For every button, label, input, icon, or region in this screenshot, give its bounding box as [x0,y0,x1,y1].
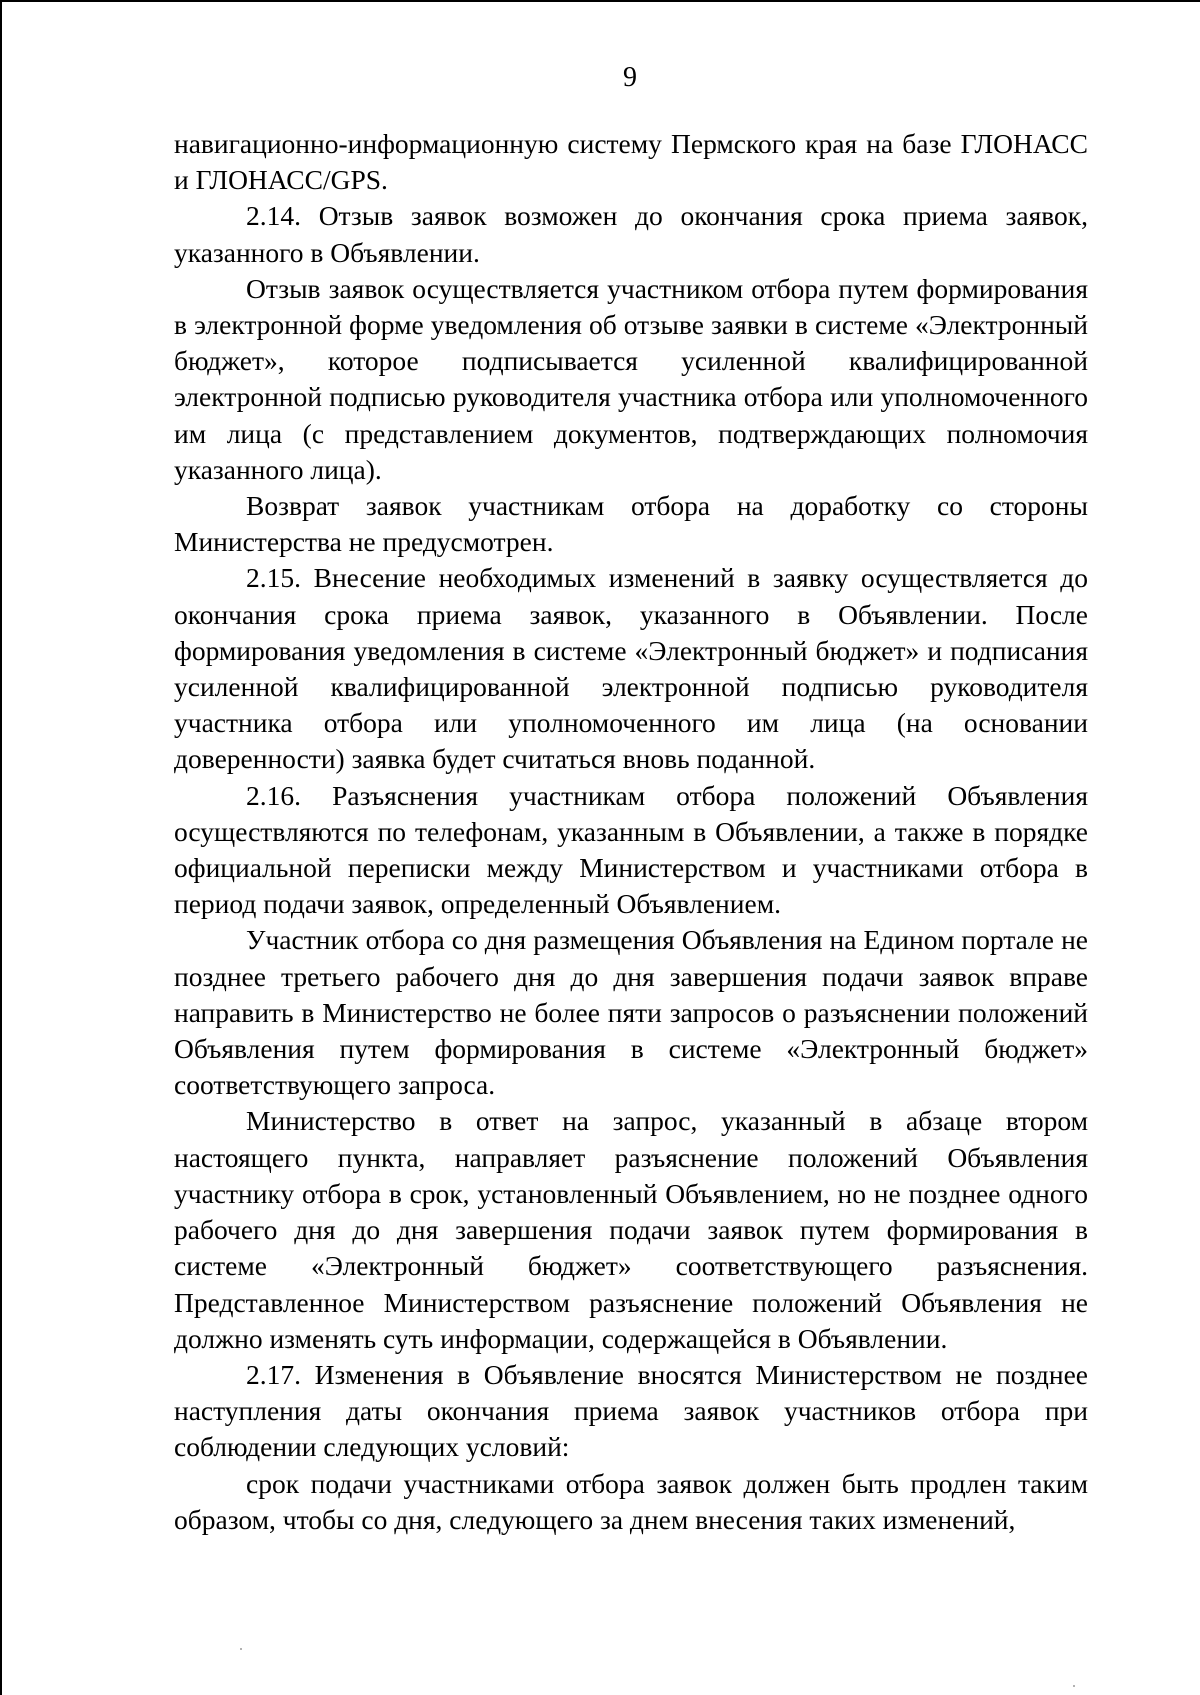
page-number: 9 [623,62,637,93]
paragraph-deadline-extension: срок подачи участниками отбора заявок должен быть продлен таким образом, чтобы со дня, следующего за днем внесения таких изменений, [174,1467,1088,1535]
scan-speck [1073,1685,1075,1687]
paragraph-2-16: 2.16. Разъяснения участникам отбора положений Объявления осуществляются по телефонам, указанным в Объявлении, а также в порядке официальной переписки между Министерством и участниками отбора в период подачи заявок, определенный Объявлением. [174,779,1088,920]
paragraph-2-14: 2.14. Отзыв заявок возможен до окончания срока приема заявок, указанного в Объявлении. [174,200,1088,268]
scan-edge-left [0,0,2,1695]
paragraph-clarification-requests: Участник отбора со дня размещения Объявления на Едином портале не позднее третьего рабочего дня до дня завершения подачи заявок вправе направить в Министерство не более пяти запросов о разъяснении положений Объявления путем формирования в системе «Электронный бюджет» соответствующего запроса. [174,924,1088,1101]
paragraph-2-17: 2.17. Изменения в Объявление вносятся Министерством не позднее наступления даты окончания приема заявок участников отбора при соблюдении следующих условий: [174,1358,1088,1463]
scan-edge-top [0,0,1200,2]
paragraph-2-15: 2.15. Внесение необходимых изменений в заявку осуществляется до окончания срока приема заявок, указанного в Объявлении. После формирования уведомления в системе «Электронный бюджет» и подписания усиленной квалифицированной электронной подписью руководителя участника отбора или уполномоченного им лица (на основании доверенности) заявка будет считаться вновь поданной. [174,562,1088,775]
paragraph-ministry-response: Министерство в ответ на запрос, указанный в абзаце втором настоящего пункта, направляет разъяснение положений Объявления участнику отбора в срок, установленный Объявлением, но не позднее одного рабочего дня до дня завершения подачи заявок путем формирования в системе «Электронный бюджет» соответствующего разъяснения. Представленное Министерством разъяснение положений Объявления не должно изменять суть информации, содержащейся в Объявлении. [174,1105,1088,1354]
paragraph-continuation: навигационно-информационную систему Пермского края на базе ГЛОНАСС и ГЛОНАСС/GPS. [174,128,1088,196]
paragraph-return-of-applications: Возврат заявок участникам отбора на доработку со стороны Министерства не предусмотрен. [174,490,1088,558]
paragraph-withdrawal-procedure: Отзыв заявок осуществляется участником отбора путем формирования в электронной форме уведомления об отзыве заявки в системе «Электронный бюджет», которое подписывается усиленной квалифицированной электронной подписью руководителя участника отбора или уполномоченного им лица (с представлением документов, подтверждающих полномочия указанного лица). [174,272,1088,485]
document-body [174,126,1088,1538]
scan-speck [240,1648,242,1650]
